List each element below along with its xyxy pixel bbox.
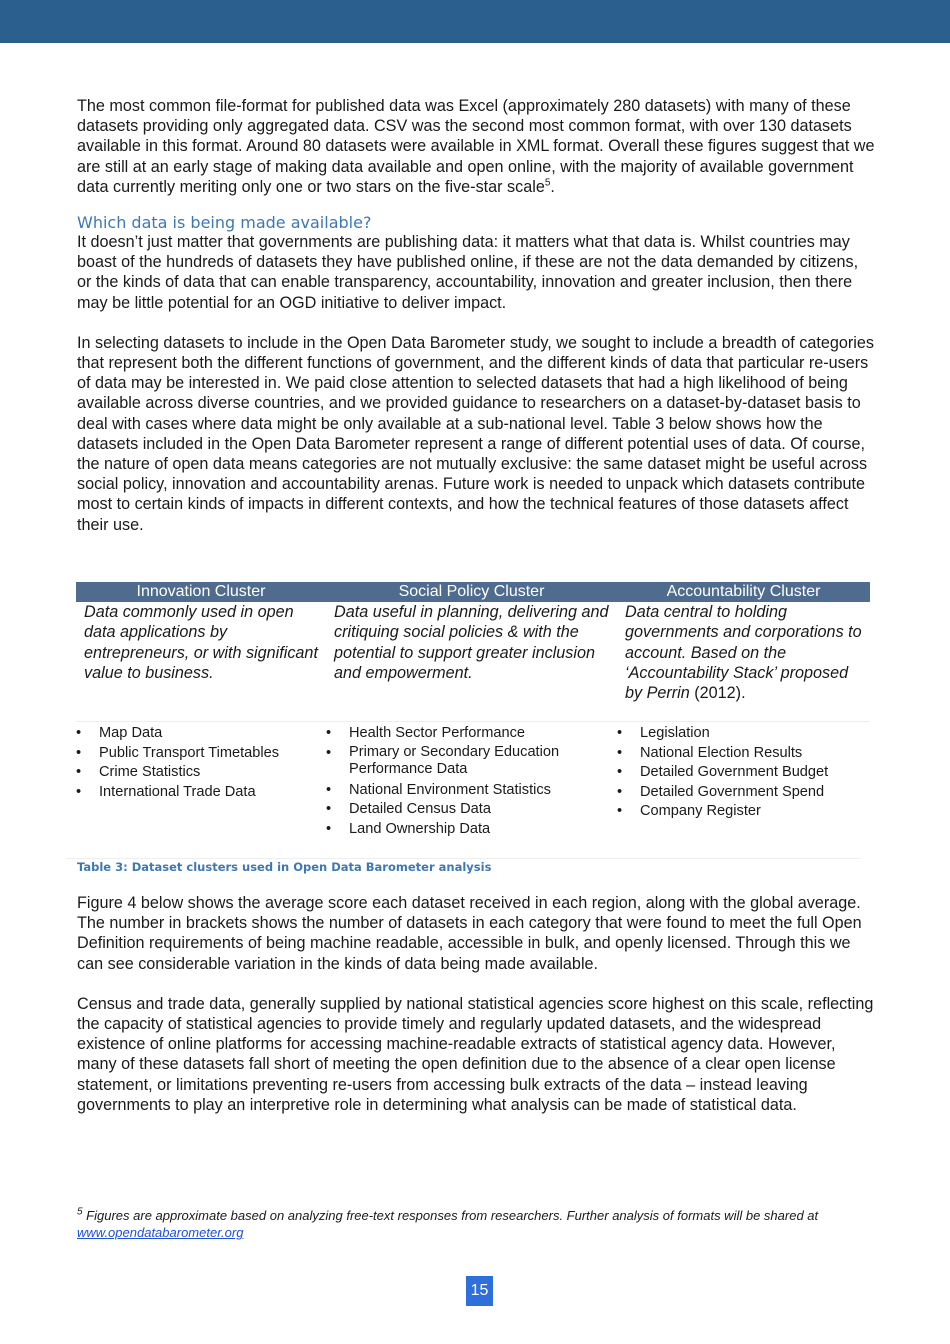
- list-item: [617, 802, 870, 821]
- bullet: •: [617, 803, 623, 820]
- list-item: [76, 763, 326, 782]
- paragraph-end-punct: .: [550, 177, 555, 196]
- list-item: [617, 763, 870, 782]
- header-accountability-cluster: Accountability Cluster: [617, 582, 870, 602]
- list-item-label: Land Ownership Data: [349, 820, 491, 837]
- list-item: [617, 783, 870, 802]
- list-item-label: National Environment Statistics: [349, 781, 551, 798]
- list-item-label: Company Register: [640, 803, 761, 820]
- list-item-label: International Trade Data: [99, 783, 256, 800]
- list-item-label: Legislation: [640, 725, 710, 742]
- accountability-description-text: Data central to holding governments and corporations to account. Based on the ‘Accountability Stack’ proposed by Perrin: [625, 603, 862, 703]
- dataset-clusters-table: [76, 582, 870, 839]
- accountability-description-year: (2012).: [689, 684, 746, 703]
- footnote-link[interactable]: www.opendatabarometer.org: [77, 1225, 244, 1240]
- bullet: •: [76, 725, 82, 742]
- list-item: [326, 724, 617, 743]
- innovation-dataset-list: [76, 724, 326, 802]
- footnote-text: Figures are approximate based on analyzing free-text responses from researchers. Further analysis of formats will be shared at: [82, 1208, 819, 1223]
- accountability-description: [617, 602, 870, 722]
- bullet: •: [617, 764, 623, 781]
- table-header-row: [76, 582, 870, 602]
- accountability-dataset-list: [617, 724, 870, 821]
- list-item-label: Detailed Government Spend: [640, 783, 825, 800]
- table-bottom-rule: [66, 858, 861, 859]
- bullet: •: [326, 801, 332, 818]
- paragraph-file-formats-text: The most common file-format for published data was Excel (approximately 280 datasets) with many of these datasets providing only aggregated data. CSV was the second most common format, with over 130 datasets available in this format. Around 80 datasets were available in XML format. Overall these figures suggest that we are still at an early stage of making data available and open online, with the majority of available government data currently meriting only one or two stars on the five-star scale: [77, 97, 875, 196]
- list-item-label: Health Sector Performance: [349, 725, 526, 742]
- bullet: •: [326, 725, 332, 742]
- footnote: [77, 1207, 857, 1241]
- paragraph-data-matters: It doesn’t just matter that governments are publishing data: it matters what that data is. Whilst countries may boast of the hundreds of datasets they have published online, if these are not the data demanded by citizens, or the kinds of data that can enable transparency, accountability, innovation and greater inclusion, then there may be little potential for an OGD initiative to deliver impact.: [77, 233, 859, 312]
- innovation-datasets: [76, 722, 326, 839]
- accountability-datasets: [617, 722, 870, 839]
- list-item-label: National Election Results: [640, 744, 803, 761]
- lower-text-section: [77, 893, 875, 1115]
- top-banner: [0, 0, 950, 43]
- table-caption: Table 3: Dataset clusters used in Open Data Barometer analysis: [77, 860, 492, 874]
- social-policy-datasets: [326, 722, 617, 839]
- footnote-number: 5: [77, 1206, 83, 1218]
- table-datasets-row: [76, 722, 870, 839]
- paragraph-census-trade: Census and trade data, generally supplied by national statistical agencies score highest on this scale, reflecting the capacity of statistical agencies to provide timely and regularly updated datasets, and the widespread existence of online platforms for accessing machine-readable extracts of statistical agency data. However, many of these datasets fall short of meeting the open definition due to the absence of a clear open license statement, or limitations preventing re-users from accessing bulk extracts of the data – instead leaving governments to play an interpretive role in determining what analysis can be made of statistical data.: [77, 994, 874, 1114]
- social-policy-description-text: Data useful in planning, delivering and critiquing social policies & with the potential to support greater inclusion and empowerment.: [334, 603, 609, 682]
- list-item: [326, 820, 617, 839]
- page-number: 15: [466, 1276, 493, 1306]
- list-item-label: Map Data: [99, 725, 163, 742]
- bullet: •: [617, 783, 623, 800]
- bullet: •: [617, 744, 623, 761]
- list-item: [617, 724, 870, 743]
- bullet: •: [76, 744, 82, 761]
- upper-text-section: [77, 96, 875, 535]
- list-item: [76, 724, 326, 743]
- list-item: [76, 744, 326, 763]
- bullet: •: [76, 783, 82, 800]
- list-item-label: Detailed Government Budget: [640, 764, 829, 781]
- footnote-ref[interactable]: 5: [544, 177, 551, 189]
- innovation-description: [76, 602, 326, 722]
- list-item: [326, 744, 617, 781]
- list-item: [76, 783, 326, 802]
- social-policy-description: [326, 602, 617, 722]
- section-heading: Which data is being made available?: [77, 213, 372, 233]
- list-item-label: Crime Statistics: [99, 764, 201, 781]
- list-item-label: Public Transport Timetables: [99, 744, 280, 761]
- bullet: •: [76, 764, 82, 781]
- social-policy-dataset-list: [326, 724, 617, 839]
- bullet: •: [326, 820, 332, 837]
- list-item: [326, 800, 617, 819]
- paragraph-figure-4: Figure 4 below shows the average score each dataset received in each region, along with the global average. The number in brackets shows the number of datasets in each category that were found to meet the full Open Definition requirements of being machine readable, accessible in bulk, and openly licensed. Through this we can see considerable variation in the kinds of data being made available.: [77, 894, 862, 973]
- paragraph-file-formats: [77, 96, 875, 197]
- list-item-label: Primary or Secondary Education Performance Data: [349, 743, 560, 778]
- header-social-policy-cluster: Social Policy Cluster: [326, 582, 617, 602]
- list-item: [326, 781, 617, 800]
- bullet: •: [326, 781, 332, 798]
- list-item-label: Detailed Census Data: [349, 801, 491, 818]
- list-item: [617, 744, 870, 763]
- table-description-row: [76, 602, 870, 722]
- bullet: •: [326, 744, 332, 761]
- paragraph-selecting-datasets: In selecting datasets to include in the Open Data Barometer study, we sought to include a breadth of categories that represent both the different functions of government, and the different kinds of data that particular re-users of data may be interested in. We paid close attention to selected datasets that had a high likelihood of being available across diverse countries, and we provided guidance to researchers on a dataset-by-dataset basis to deal with cases where data might be only available at a sub-national level. Table 3 below shows how the datasets included in the Open Data Barometer represent a range of different potential uses of data. Of course, the nature of open data means categories are not mutually exclusive: the same dataset might be useful across social policy, innovation and accountability arenas. Future work is needed to unpack which datasets contribute most to certain kinds of impacts in different contexts, and how the technical features of those datasets affect their use.: [77, 333, 874, 534]
- bullet: •: [617, 725, 623, 742]
- innovation-description-text: Data commonly used in open data applications by entrepreneurs, or with significant value to business.: [84, 603, 318, 682]
- header-innovation-cluster: Innovation Cluster: [76, 582, 326, 602]
